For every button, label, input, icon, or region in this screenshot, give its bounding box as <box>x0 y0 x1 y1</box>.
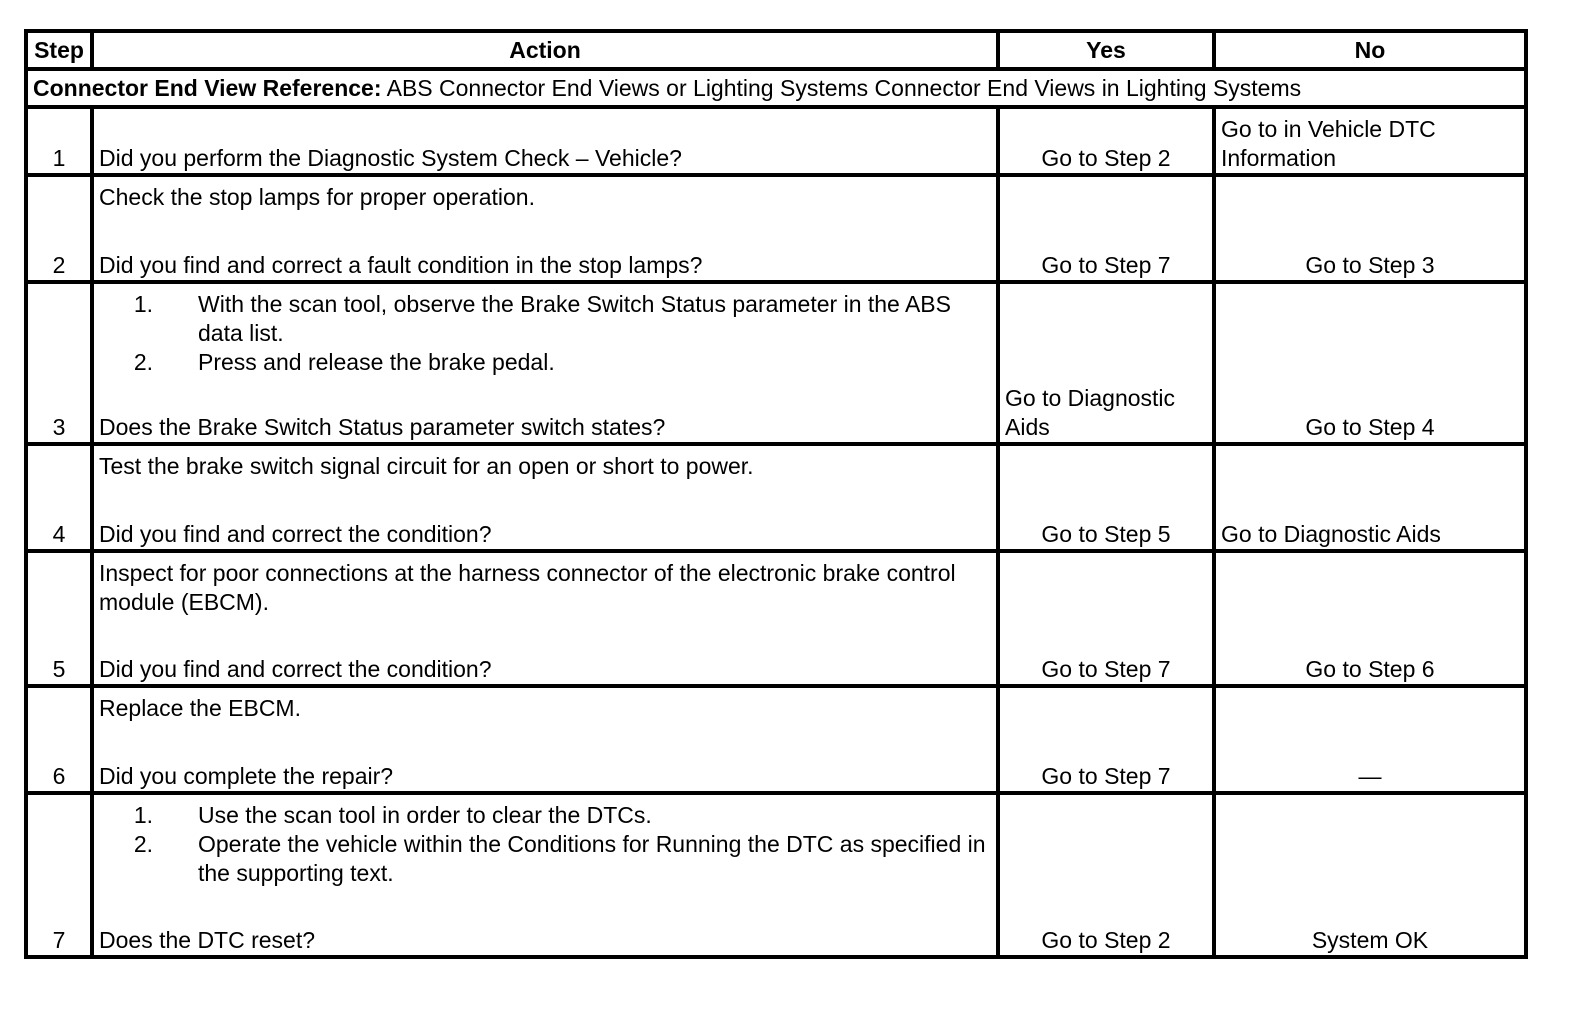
action-text: Check the stop lamps for proper operation. <box>99 184 535 210</box>
action-cell <box>92 793 998 957</box>
action-text: Test the brake switch signal circuit for an open or short to power. <box>99 453 754 479</box>
action-text: Replace the EBCM. <box>99 695 301 721</box>
action-cell <box>92 686 998 793</box>
table-row <box>26 282 1526 444</box>
yes-cell: Go to Step 7 <box>998 551 1214 686</box>
reference-cell <box>26 69 1526 107</box>
header-step: Step <box>26 31 92 69</box>
table-row <box>26 686 1526 793</box>
substep-item: 2. Operate the vehicle within the Conditions for Running the DTC as specified in the supporting text. <box>133 831 986 886</box>
substep-item: 1. Use the scan tool in order to clear the DTCs. <box>133 802 652 828</box>
step-number: 7 <box>26 793 92 957</box>
substep-item: 2. Press and release the brake pedal. <box>133 349 555 375</box>
substep-item: 1. With the scan tool, observe the Brake Switch Status parameter in the ABS data list. <box>133 291 951 346</box>
action-question: Does the DTC reset? <box>99 927 316 953</box>
action-question: Does the Brake Switch Status parameter switch states? <box>99 414 666 440</box>
yes-cell: Go to Step 7 <box>998 175 1214 282</box>
step-number: 3 <box>26 282 92 444</box>
action-cell <box>92 107 998 175</box>
reference-label: Connector End View Reference: <box>33 74 382 101</box>
header-yes: Yes <box>998 31 1214 69</box>
substep-list <box>99 290 991 377</box>
yes-cell: Go to Step 5 <box>998 444 1214 551</box>
reference-text: ABS Connector End Views or Lighting Systems Connector End Views in Lighting Systems <box>381 74 1302 101</box>
table-row <box>26 793 1526 957</box>
no-cell: — <box>1214 686 1526 793</box>
table-row <box>26 175 1526 282</box>
step-number: 6 <box>26 686 92 793</box>
action-cell <box>92 444 998 551</box>
action-question: Did you complete the repair? <box>99 763 394 789</box>
step-number: 1 <box>26 107 92 175</box>
no-cell: Go to Diagnostic Aids <box>1214 444 1526 551</box>
step-number: 4 <box>26 444 92 551</box>
table-row <box>26 551 1526 686</box>
yes-cell: Go to Step 2 <box>998 793 1214 957</box>
action-cell <box>92 551 998 686</box>
reference-row <box>26 69 1526 107</box>
header-action: Action <box>92 31 998 69</box>
action-question: Did you find and correct the condition? <box>99 521 492 547</box>
header-row <box>26 31 1526 69</box>
no-cell: Go to Step 6 <box>1214 551 1526 686</box>
action-question: Did you find and correct a fault condition in the stop lamps? <box>99 252 703 278</box>
yes-cell: Go to Step 2 <box>998 107 1214 175</box>
header-no: No <box>1214 31 1526 69</box>
action-cell <box>92 282 998 444</box>
action-text: Inspect for poor connections at the harness connector of the electronic brake control module (EBCM). <box>99 560 956 615</box>
no-cell: Go to Step 3 <box>1214 175 1526 282</box>
action-question: Did you find and correct the condition? <box>99 656 492 682</box>
no-cell: Go to Step 4 <box>1214 282 1526 444</box>
action-cell <box>92 175 998 282</box>
diagnostic-table <box>24 29 1528 959</box>
action-text: Did you perform the Diagnostic System Check – Vehicle? <box>99 145 682 171</box>
no-cell: Go to in Vehicle DTC Information <box>1214 107 1526 175</box>
step-number: 2 <box>26 175 92 282</box>
yes-cell: Go to Step 7 <box>998 686 1214 793</box>
step-number: 5 <box>26 551 92 686</box>
substep-list <box>99 801 991 888</box>
yes-cell: Go to Diagnostic Aids <box>998 282 1214 444</box>
table-row <box>26 107 1526 175</box>
table-row <box>26 444 1526 551</box>
no-cell: System OK <box>1214 793 1526 957</box>
